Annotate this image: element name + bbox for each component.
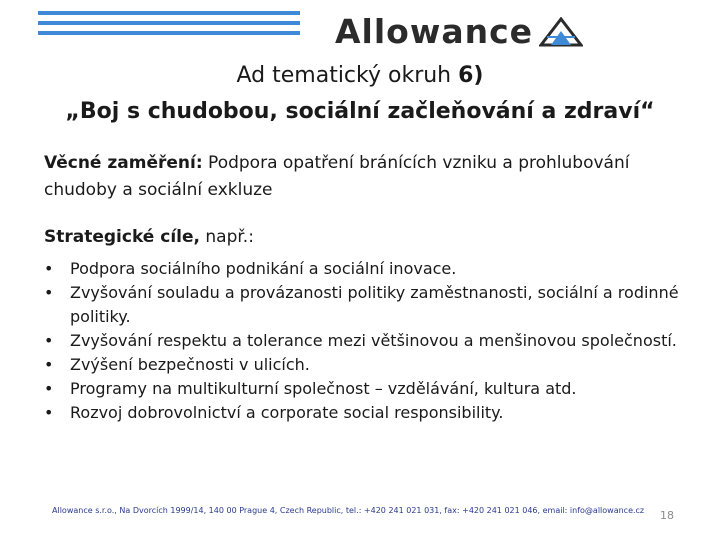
slide-title [0, 58, 720, 130]
stripe [38, 21, 300, 25]
footer-contact: Allowance s.r.o., Na Dvorcích 1999/14, 140 00 Prague 4, Czech Republic, tel.: +420 241 021 031, fax: +420 241 021 046, email: info@allowance.cz [52, 506, 645, 515]
list-item [44, 377, 684, 401]
header-stripes [38, 11, 300, 35]
list-item-text: Zvyšování souladu a provázanosti politiky zaměstnanosti, sociální a rodinné politiky. [70, 283, 679, 326]
focus-paragraph [44, 150, 684, 204]
logo-text: Allowance [335, 12, 534, 51]
bullet: • [44, 283, 54, 302]
stripe [38, 11, 300, 15]
focus-label: Věcné zaměření: [44, 153, 203, 173]
list-item [44, 353, 684, 377]
bullet: • [44, 403, 54, 422]
bullet: • [44, 379, 54, 398]
goals-suffix: např.: [199, 227, 254, 247]
list-item-text: Programy na multikulturní společnost – vzdělávání, kultura atd. [70, 379, 577, 398]
list-item-text: Zvýšení bezpečnosti v ulicích. [70, 355, 310, 374]
list-item-text: Podpora sociálního podnikání a sociální inovace. [70, 259, 457, 278]
bullet: • [44, 259, 54, 278]
goals-label: Strategické cíle, [44, 227, 200, 247]
list-item [44, 257, 684, 281]
title-line-1 [0, 58, 720, 94]
bullet: • [44, 355, 54, 374]
goals-list [44, 257, 684, 425]
focus-text: Podpora opatření bránících vzniku a prohlubování chudoby a sociální exkluze [44, 153, 630, 200]
list-item-text: Rozvoj dobrovolnictví a corporate social responsibility. [70, 403, 504, 422]
title-prefix: Ad tematický okruh [236, 63, 459, 88]
list-item [44, 329, 684, 353]
list-item [44, 281, 684, 329]
page-number: 18 [660, 509, 674, 522]
title-number: 6) [458, 63, 484, 88]
goals-heading [44, 224, 684, 251]
list-item-text: Zvyšování respektu a tolerance mezi většinovou a menšinovou společností. [70, 331, 677, 350]
allowance-logo [335, 12, 687, 52]
triangle-logo-icon [539, 17, 583, 47]
list-item [44, 401, 684, 425]
title-line-2: „Boj s chudobou, sociální začleňování a zdraví“ [65, 99, 655, 124]
stripe [38, 31, 300, 35]
bullet: • [44, 331, 54, 350]
